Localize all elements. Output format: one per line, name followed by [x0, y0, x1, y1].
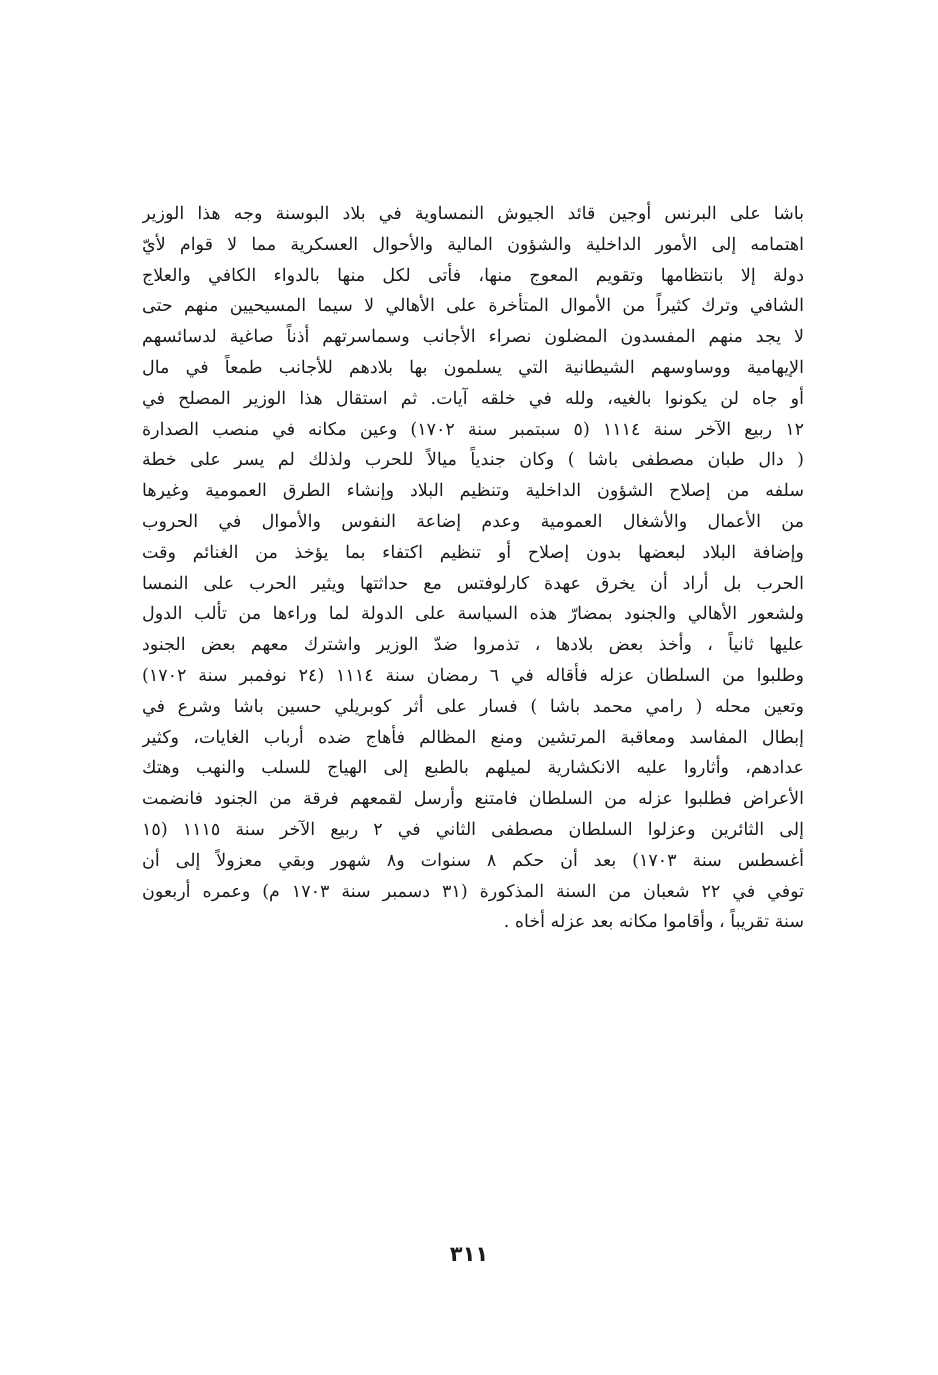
text-line-21: إلى الثائرين وعزلوا السلطان مصطفى الثاني في ٢ ربيع الآخر سنة ١١١٥ (١٥	[142, 819, 804, 840]
text-line-24: سنة تقريباً ، وأقاموا مكانه بعد عزله أخاه .	[503, 912, 804, 933]
text-line-23: توفي في ٢٢ شعبان من السنة المذكورة (٣١ دسمبر سنة ١٧٠٣ م) وعمره أربعون	[142, 881, 804, 902]
text-line-19: عدادهم، وأثاروا عليه الانكشارية لميلهم بالطبع إلى الهياج للسلب والنهب وهتك	[142, 758, 804, 779]
text-line-15: عليها ثانياً ، وأخذ بعض بلادها ، تذمروا ضدّ الوزير واشترك معهم بعض الجنود	[142, 635, 804, 656]
text-line-8: ١٢ ربيع الآخر سنة ١١١٤ (٥ سبتمبر سنة ١٧٠٢) وعين مكانه في منصب الصدارة	[142, 419, 804, 440]
text-line-18: إبطال المفاسد ومعاقبة المرتشين ومنع المظالم فأهاج ضده أرباب الغايات، وكثير	[142, 727, 804, 748]
text-line-14: ولشعور الأهالي والجنود بمضارّ هذه السياسة على الدولة لما وراءها من تألب الدول	[142, 604, 804, 625]
text-line-6: الإيهامية ووساوسهم الشيطانية التي يسلمون بها بلادهم للأجانب طمعاً في مال	[142, 357, 804, 378]
text-line-4: الشافي وترك كثيراً من الأموال المتأخرة على الأهالي لا سيما المسيحيين منهم حتى	[142, 296, 804, 317]
text-line-13: الحرب بل أراد أن يخرق عهدة كارلوفتس مع حداثتها ويثير الحرب على النمسا	[142, 573, 804, 594]
text-line-5: لا يجد منهم المفسدون المضلون نصراء الأجانب وسماسرتهم أذناً صاغية لدسائسهم	[142, 327, 804, 348]
text-line-3: دولة إلا بانتظامها وتقويم المعوج منها، فأتى لكل منها بالدواء الكافي والعلاج	[142, 265, 804, 286]
text-line-9: ( دال طبان مصطفى باشا ) وكان جندياً ميالاً للحرب ولذلك لم يسر على خطة	[142, 450, 804, 471]
text-line-20: الأعراض فطلبوا عزله من السلطان فامتنع وأرسل لقمعهم فرقة من الجنود فانضمت	[142, 789, 804, 810]
text-line-12: وإضافة البلاد لبعضها بدون إصلاح أو تنظيم اكتفاء بما يؤخذ من الغنائم وقت	[142, 542, 804, 563]
text-line-11: من الأعمال والأشغال العمومية وعدم إضاعة النفوس والأموال في الحروب	[142, 511, 804, 532]
text-line-1: باشا على البرنس أوجين قائد الجيوش النمساوية في بلاد البوسنة وجه هذا الوزير	[142, 204, 804, 224]
body-text	[142, 199, 804, 938]
page-number: ٣١١	[449, 1242, 489, 1266]
text-line-17: وتعين محله ( رامي محمد باشا ) فسار على أثر كوبريلي حسين باشا وشرع في	[142, 696, 804, 717]
text-line-16: وطلبوا من السلطان عزله فأقاله في ٦ رمضان سنة ١١١٤ (٢٤ نوفمبر سنة ١٧٠٢)	[142, 665, 804, 686]
text-line-7: أو جاه لن يكونوا بالغيه، ولله في خلقه آيات. ثم استقال هذا الوزير المصلح في	[142, 388, 804, 409]
text-line-10: سلفه من إصلاح الشؤون الداخلية وتنظيم البلاد وإنشاء الطرق العمومية وغيرها	[142, 481, 804, 502]
text-line-22: أغسطس سنة ١٧٠٣) بعد أن حكم ٨ سنوات و٨ شهور وبقي معزولاً إلى أن	[142, 850, 804, 871]
text-line-2: اهتمامه إلى الأمور الداخلية والشؤون المالية والأحوال العسكرية مما لا قوام لأيّ	[142, 234, 804, 255]
